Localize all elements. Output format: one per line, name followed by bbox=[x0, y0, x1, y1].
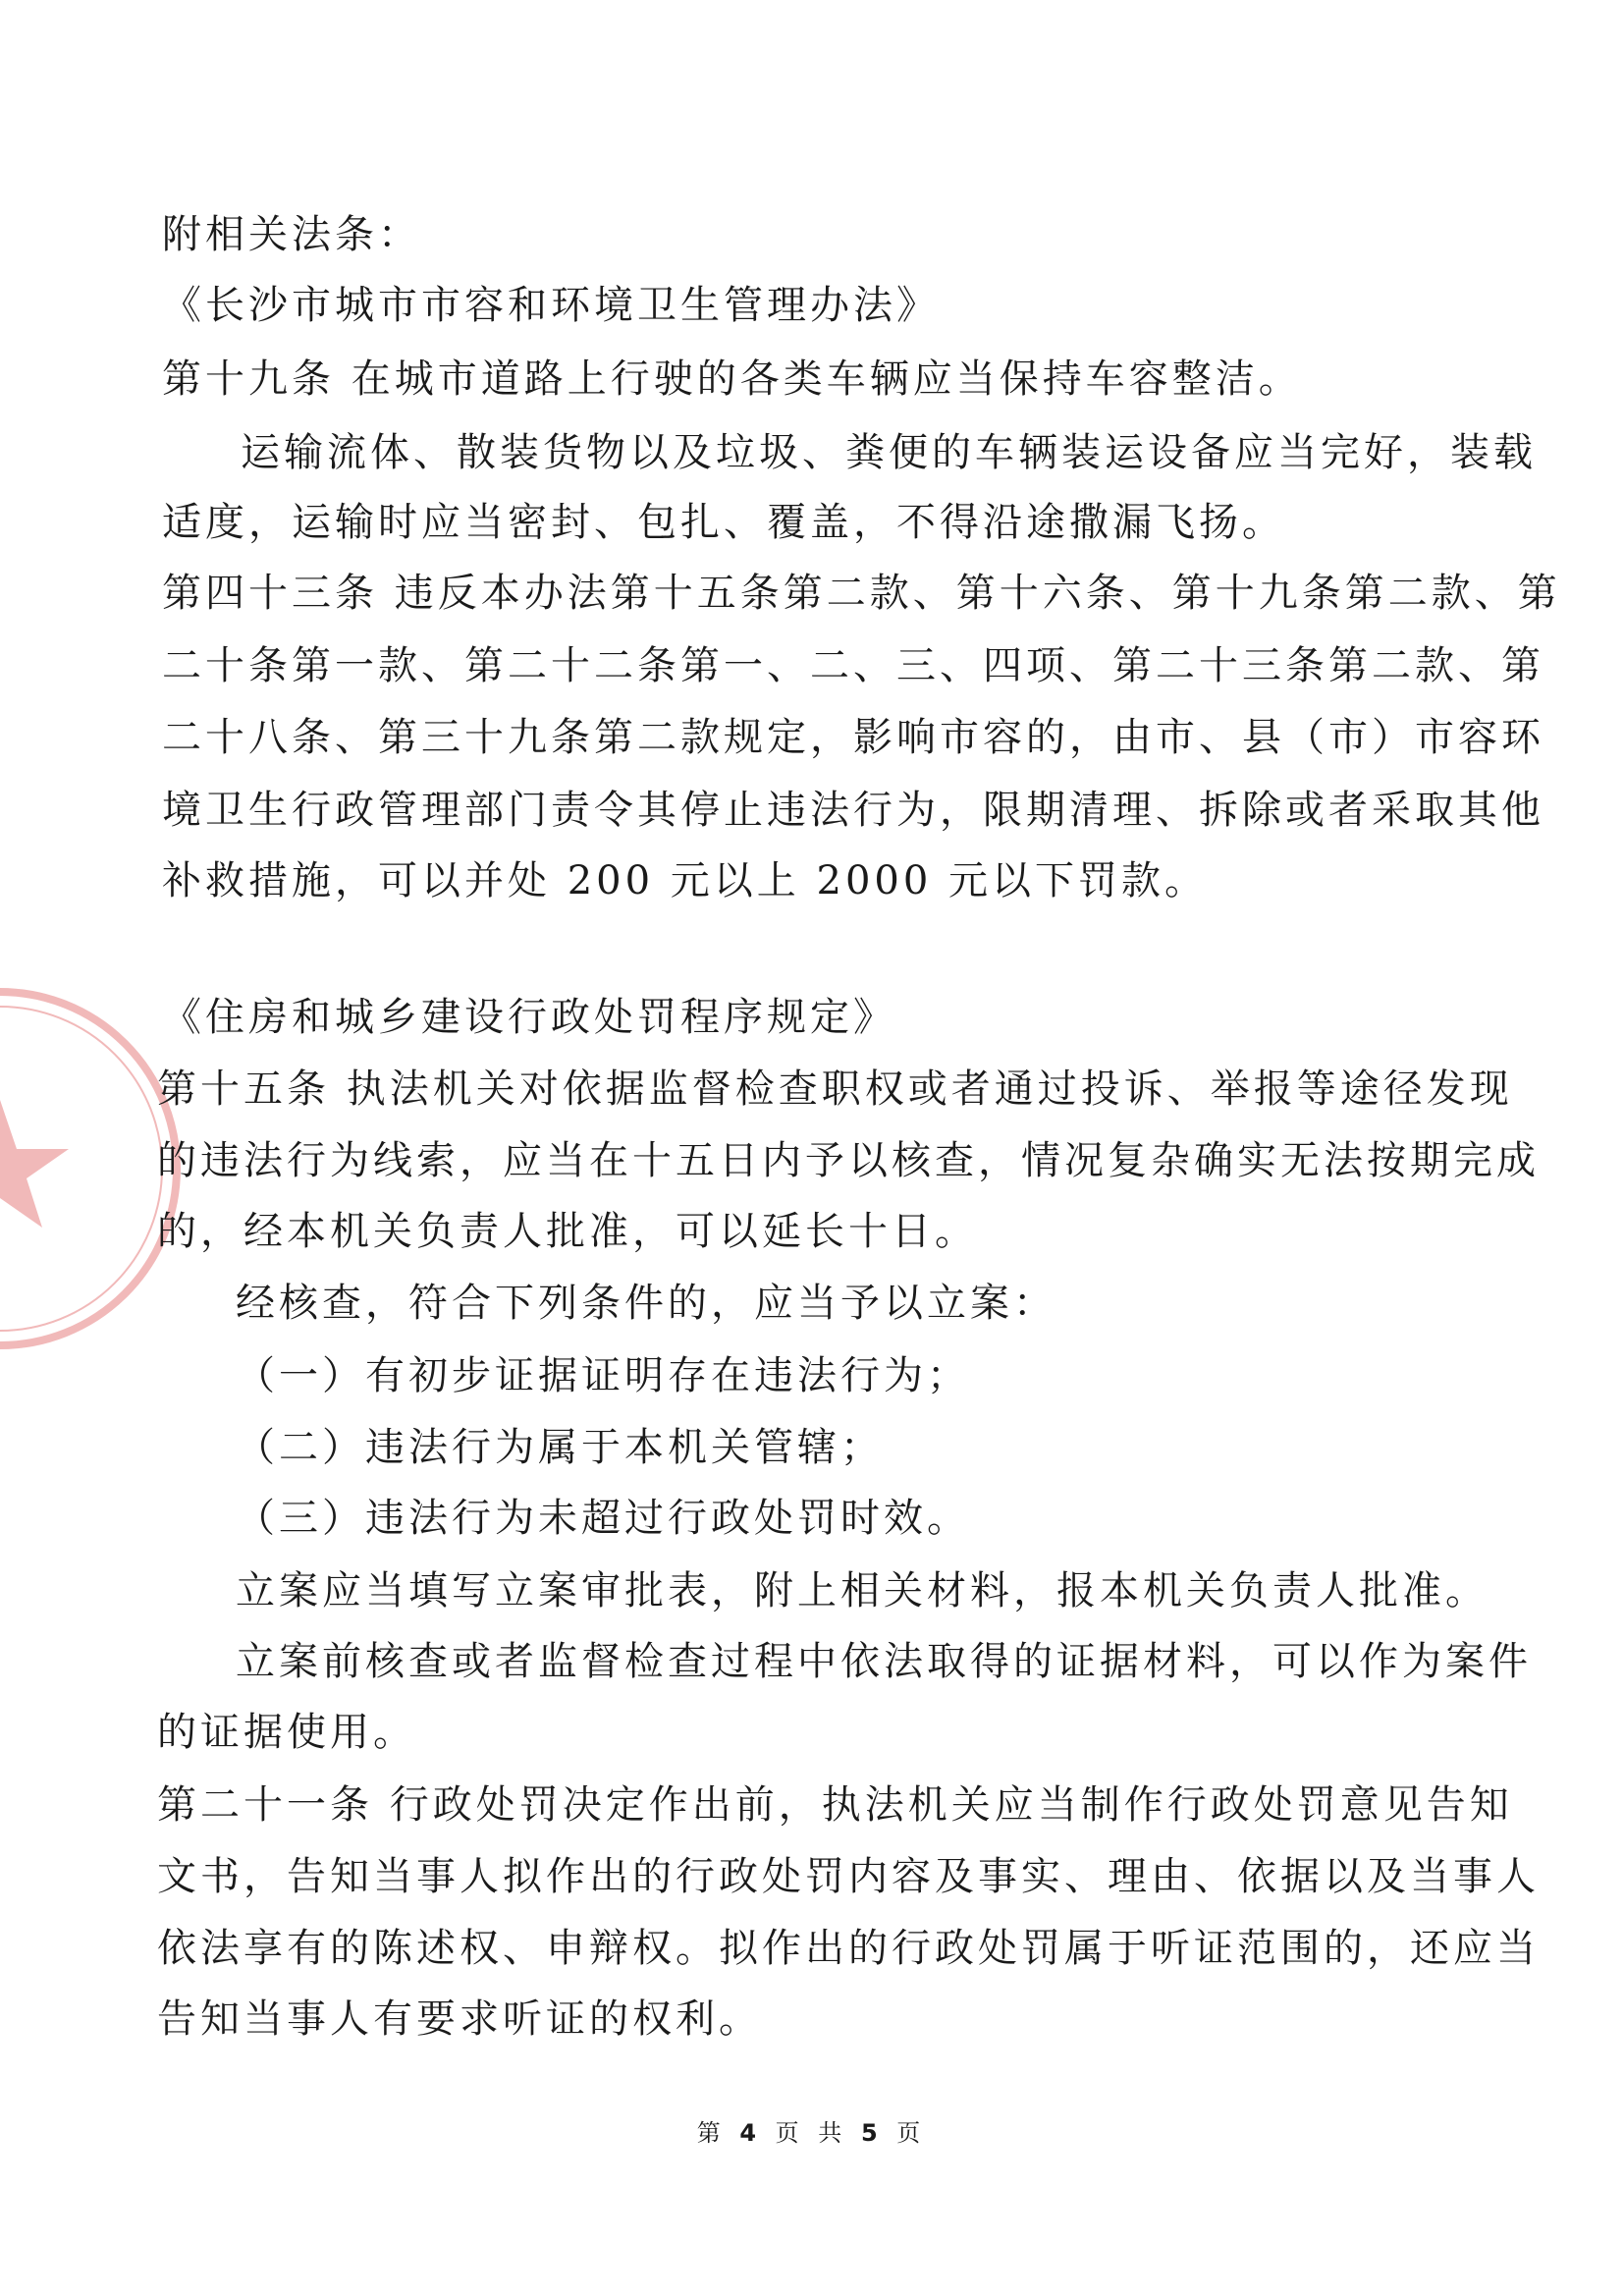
article-15-para-3: 立案应当填写立案审批表，附上相关材料，报本机关负责人批准。 bbox=[236, 1568, 1488, 1613]
condition-item-1: （一）有初步证据证明存在违法行为； bbox=[236, 1353, 970, 1398]
article-15-line-2: 的违法行为线索，应当在十五日内予以核查，情况复杂确实无法按期完成 bbox=[157, 1138, 1540, 1183]
article-21-line-3: 依法享有的陈述权、申辩权。拟作出的行政处罚属于听证范围的，还应当 bbox=[157, 1926, 1540, 1971]
heading-attached-laws: 附相关法条： bbox=[162, 212, 421, 257]
article-15-para-4-line-1: 立案前核查或者监督检查过程中依法取得的证据材料，可以作为案件 bbox=[236, 1639, 1532, 1684]
condition-item-2: （二）违法行为属于本机关管辖； bbox=[236, 1425, 884, 1470]
article-15-line-3: 的，经本机关负责人批准，可以延长十日。 bbox=[157, 1209, 978, 1254]
article-15-para-4-line-2: 的证据使用。 bbox=[157, 1710, 416, 1755]
article-19-para-2-line-1: 运输流体、散装货物以及垃圾、粪便的车辆装运设备应当完好，装载 bbox=[241, 430, 1537, 475]
article-21-line-4: 告知当事人有要求听证的权利。 bbox=[157, 1996, 762, 2042]
article-43-line-1: 第四十三条 违反本办法第十五条第二款、第十六条、第十九条第二款、第 bbox=[162, 571, 1561, 616]
article-21-line-2: 文书，告知当事人拟作出的行政处罚内容及事实、理由、依据以及当事人 bbox=[157, 1854, 1540, 1899]
law-title-changsha: 《长沙市城市市容和环境卫生管理办法》 bbox=[162, 283, 940, 328]
article-15-line-1: 第十五条 执法机关对依据监督检查职权或者通过投诉、举报等途径发现 bbox=[157, 1066, 1513, 1112]
condition-item-3: （三）违法行为未超过行政处罚时效。 bbox=[236, 1496, 970, 1541]
law-title-housing: 《住房和城乡建设行政处罚程序规定》 bbox=[162, 995, 896, 1040]
footer-prefix: 第 bbox=[696, 2119, 727, 2147]
article-19-para-2-line-2: 适度，运输时应当密封、包扎、覆盖，不得沿途撒漏飞扬。 bbox=[162, 500, 1285, 545]
article-43-line-2: 二十条第一款、第二十二条第一、二、三、四项、第二十三条第二款、第 bbox=[162, 643, 1544, 688]
article-43-line-5: 补救措施，可以并处 200 元以上 2000 元以下罚款。 bbox=[162, 858, 1209, 903]
footer-total-pages: 5 bbox=[860, 2119, 884, 2147]
footer-middle: 页 共 bbox=[775, 2119, 848, 2147]
article-21-line-1: 第二十一条 行政处罚决定作出前，执法机关应当制作行政处罚意见告知 bbox=[157, 1782, 1513, 1828]
page-footer bbox=[0, 2113, 1623, 2148]
footer-page-number: 4 bbox=[739, 2119, 763, 2147]
article-19: 第十九条 在城市道路上行驶的各类车辆应当保持车容整洁。 bbox=[162, 356, 1302, 402]
article-43-line-3: 二十八条、第三十九条第二款规定，影响市容的，由市、县（市）市容环 bbox=[162, 715, 1544, 760]
article-43-line-4: 境卫生行政管理部门责令其停止违法行为，限期清理、拆除或者采取其他 bbox=[162, 788, 1544, 833]
article-15-para-2: 经核查，符合下列条件的，应当予以立案： bbox=[236, 1281, 1056, 1326]
footer-suffix: 页 bbox=[896, 2119, 927, 2147]
